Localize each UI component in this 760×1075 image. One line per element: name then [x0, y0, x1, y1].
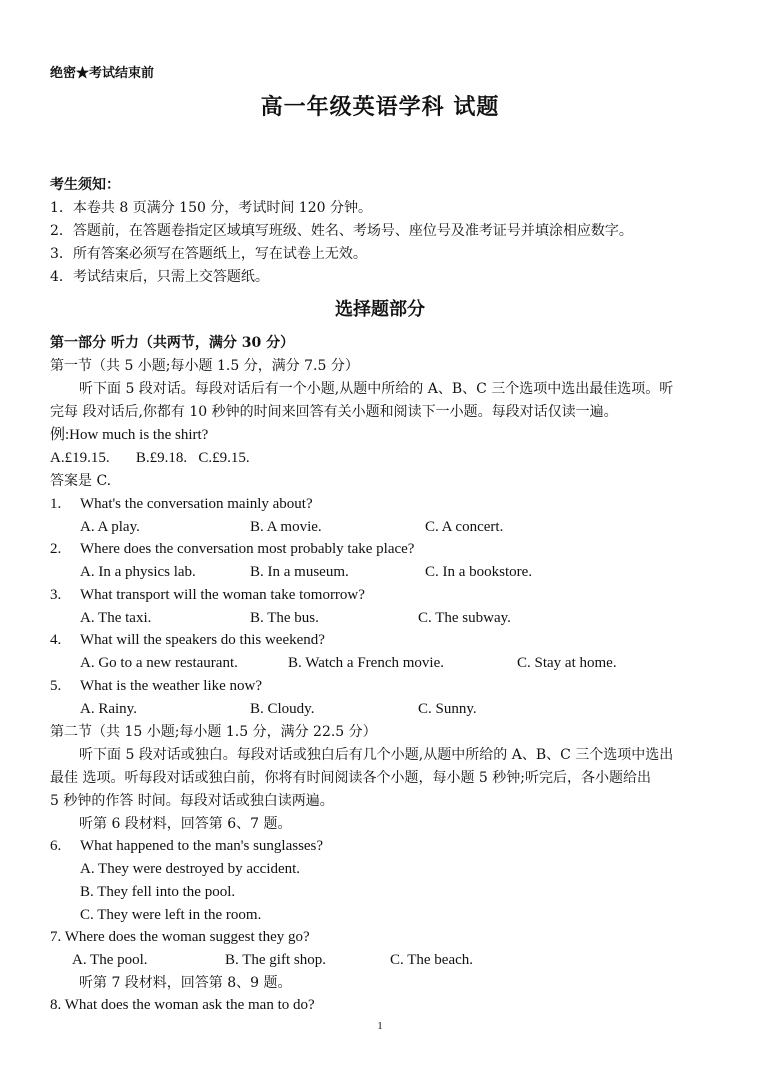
sec2-instruction: 听下面 5 段对话或独白。每段对话或独白后有几个小题,从题中所给的 A、B、C 三个选项中选出 [79, 747, 674, 763]
page-number: 1 [377, 1020, 383, 1032]
option-b: B. A movie. [250, 519, 322, 535]
question-text: 7. Where does the woman suggest they go? [50, 929, 310, 945]
material-note: 听第 6 段材料，回答第 6、7 题。 [79, 816, 292, 832]
example-question: 例:How much is the shirt? [50, 427, 209, 443]
sec2-instruction: 5 秒钟的作答 时间。每段对话或独白读两遍。 [50, 793, 334, 809]
option-a: A. Rainy. [80, 701, 137, 717]
question-text: What will the speakers do this weekend? [80, 632, 325, 648]
sec2-heading: 第二节（共 15 小题;每小题 1.5 分，满分 22.5 分） [50, 724, 377, 740]
option-c: C. Stay at home. [517, 655, 617, 671]
material-note: 听第 7 段材料，回答第 8、9 题。 [79, 975, 292, 991]
part1-heading: 第一部分 听力（共两节，满分 30 分） [50, 335, 295, 351]
question-number: 1. [50, 496, 62, 512]
example-answer: 答案是 C. [50, 473, 112, 489]
option-c: C. Sunny. [418, 701, 477, 717]
page-title: 高一年级英语学科 试题 [260, 94, 500, 120]
question-text: What happened to the man's sunglasses? [80, 838, 324, 854]
sec1-heading: 第一节（共 5 小题;每小题 1.5 分，满分 7.5 分） [50, 358, 359, 374]
option-c: C. A concert. [425, 519, 504, 535]
notice-heading: 考生须知： [50, 177, 120, 193]
example-options: A.£19.15. B.£9.18. C.£9.15. [50, 450, 250, 466]
option-b: B. The bus. [250, 610, 319, 626]
option-a: A. Go to a new restaurant. [80, 655, 238, 671]
notice-item: 3．所有答案必须写在答题纸上，写在试卷上无效。 [50, 246, 367, 262]
option-c: C. In a bookstore. [425, 564, 533, 580]
notice-item: 4．考试结束后，只需上交答题纸。 [50, 269, 269, 285]
sec1-instruction: 完每 段对话后,你都有 10 秒钟的时间来回答有关小题和阅读下一小题。每段对话仅读一遍。 [50, 404, 618, 420]
option-c: C. The subway. [418, 610, 511, 626]
question-number: 3. [50, 587, 62, 603]
option-b: B. Watch a French movie. [288, 655, 444, 671]
question-text: 8. What does the woman ask the man to do? [50, 997, 315, 1013]
question-text: Where does the conversation most probably take place? [80, 541, 415, 557]
option-a: A. A play. [80, 519, 140, 535]
notice-item: 2．答题前，在答题卷指定区域填写班级、姓名、考场号、座位号及准考证号并填涂相应数字。 [50, 223, 633, 239]
notice-item: 1．本卷共 8 页满分 150 分，考试时间 120 分钟。 [50, 200, 372, 216]
question-number: 6. [50, 838, 62, 854]
sec2-instruction: 最佳 选项。听每段对话或独白前，你将有时间阅读各个小题，每小题 5 秒钟;听完后，各小题给出 [50, 770, 651, 786]
question-text: What's the conversation mainly about? [80, 496, 313, 512]
sec1-instruction: 听下面 5 段对话。每段对话后有一个小题,从题中所给的 A、B、C 三个选项中选出最佳选项。听 [79, 381, 674, 397]
option-a: A. The pool. [72, 952, 148, 968]
option-b: B. They fell into the pool. [80, 884, 236, 900]
option-b: B. Cloudy. [250, 701, 315, 717]
question-number: 2. [50, 541, 62, 557]
question-text: What transport will the woman take tomorrow? [80, 587, 365, 603]
option-b: B. In a museum. [250, 564, 349, 580]
option-c: C. The beach. [390, 952, 474, 968]
option-a: A. The taxi. [80, 610, 152, 626]
question-text: What is the weather like now? [80, 678, 263, 694]
option-a: A. In a physics lab. [80, 564, 196, 580]
secret-mark: 绝密★考试结束前 [50, 66, 155, 81]
option-c: C. They were left in the room. [80, 907, 262, 923]
option-a: A. They were destroyed by accident. [80, 861, 301, 877]
section-title: 选择题部分 [335, 299, 425, 320]
option-b: B. The gift shop. [225, 952, 326, 968]
question-number: 5. [50, 678, 62, 694]
question-number: 4. [50, 632, 62, 648]
